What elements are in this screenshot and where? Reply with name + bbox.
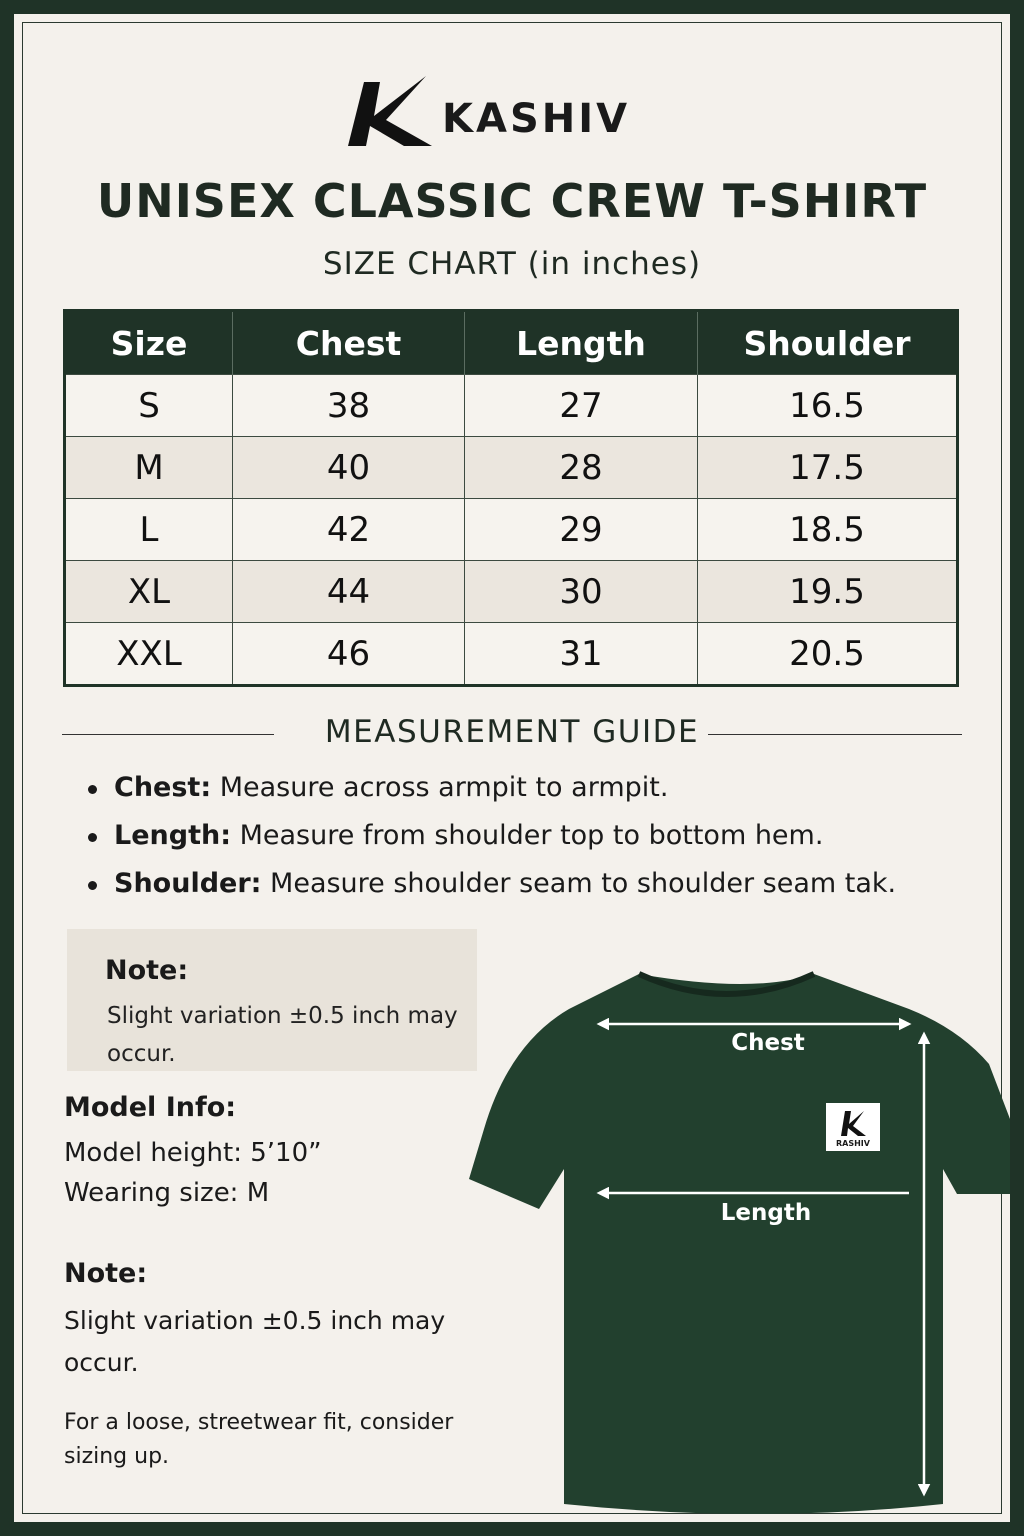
note-text: Slight variation ±0.5 inch may occur. xyxy=(107,1003,458,1067)
table-cell: 42 xyxy=(233,499,465,561)
guide-title: MEASUREMENT GUIDE xyxy=(324,714,700,750)
table-cell: 46 xyxy=(233,623,465,686)
guide-list xyxy=(84,770,984,914)
guide-text: Measure across armpit to armpit. xyxy=(211,772,669,803)
guide-term: Length: xyxy=(114,820,231,851)
model-info-heading: Model Info: xyxy=(64,1092,237,1123)
table-row xyxy=(65,375,958,437)
table-cell: 19.5 xyxy=(698,561,958,623)
guide-term: Chest: xyxy=(114,772,212,803)
size-table xyxy=(63,309,959,687)
table-cell: 44 xyxy=(233,561,465,623)
page-subtitle: SIZE CHART (in inches) xyxy=(322,246,702,282)
guide-text: Measure shoulder seam to shoulder seam tak. xyxy=(261,868,897,899)
table-cell: 40 xyxy=(233,437,465,499)
table-cell: XL xyxy=(65,561,233,623)
guide-header xyxy=(14,714,1010,754)
fit-advice: For a loose, streetwear fit, consider sizing up. xyxy=(64,1410,454,1469)
table-cell: L xyxy=(65,499,233,561)
column-header: Shoulder xyxy=(698,311,958,375)
table-cell: 31 xyxy=(465,623,698,686)
note-text-secondary: Slight variation ±0.5 inch may occur. xyxy=(64,1306,446,1377)
chest-label: Chest xyxy=(731,1030,805,1056)
brand-tag-icon xyxy=(826,1103,880,1151)
size-chart-page xyxy=(14,14,1010,1522)
page-title: UNISEX CLASSIC CREW T-SHIRT xyxy=(96,174,928,228)
note-box xyxy=(67,929,477,1071)
table-cell: 18.5 xyxy=(698,499,958,561)
table-cell: 29 xyxy=(465,499,698,561)
table-cell: 16.5 xyxy=(698,375,958,437)
brand-name: KASHIV xyxy=(442,96,631,142)
table-cell: M xyxy=(65,437,233,499)
divider-line xyxy=(708,734,962,735)
guide-item xyxy=(84,770,984,818)
guide-term: Shoulder: xyxy=(114,868,262,899)
note-heading-secondary: Note: xyxy=(64,1258,148,1289)
table-header-row xyxy=(65,311,958,375)
table-cell: XXL xyxy=(65,623,233,686)
note-heading: Note: xyxy=(105,955,189,986)
table-cell: 30 xyxy=(465,561,698,623)
model-height: Model height: 5’10” xyxy=(64,1138,322,1168)
guide-text: Measure from shoulder top to bottom hem. xyxy=(231,820,824,851)
tshirt-diagram xyxy=(469,954,1010,1522)
table-row xyxy=(65,499,958,561)
column-header: Size xyxy=(65,311,233,375)
table-cell: S xyxy=(65,375,233,437)
table-cell: 28 xyxy=(465,437,698,499)
table-row xyxy=(65,623,958,686)
column-header: Chest xyxy=(233,311,465,375)
table-row xyxy=(65,437,958,499)
column-header: Length xyxy=(465,311,698,375)
brand-logo xyxy=(344,74,684,164)
table-cell: 38 xyxy=(233,375,465,437)
table-cell: 17.5 xyxy=(698,437,958,499)
model-size: Wearing size: M xyxy=(64,1178,270,1208)
table-row xyxy=(65,561,958,623)
guide-item xyxy=(84,818,984,866)
guide-item xyxy=(84,866,984,914)
table-cell: 27 xyxy=(465,375,698,437)
tag-text: RASHIV xyxy=(836,1139,870,1148)
kashiv-logo-icon xyxy=(344,74,439,154)
length-label: Length xyxy=(720,1200,812,1226)
table-cell: 20.5 xyxy=(698,623,958,686)
